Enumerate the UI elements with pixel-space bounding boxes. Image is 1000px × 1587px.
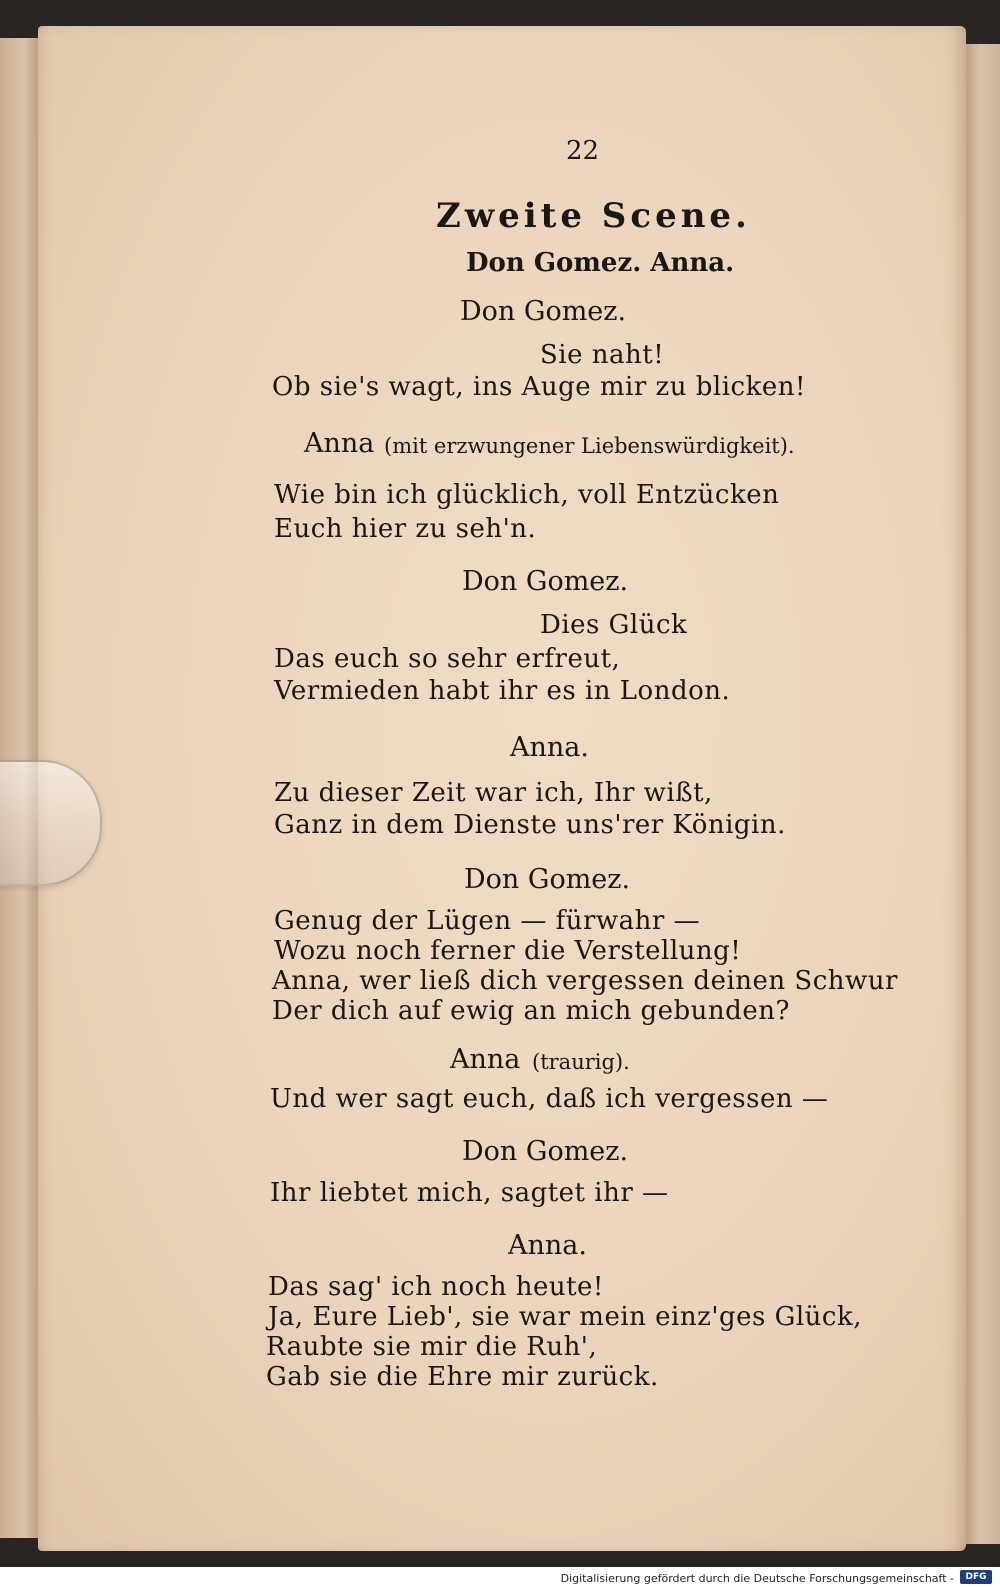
verse-line: Der dich auf ewig an mich gebunden? [272, 996, 790, 1026]
dfg-logo: DFG [960, 1570, 992, 1584]
verse-line: Das euch so sehr erfreut, [274, 644, 621, 674]
scene-title: Zweite Scene. [436, 196, 751, 236]
speaker-name: Don Gomez. [464, 864, 631, 895]
verse-line: Euch hier zu seh'n. [274, 514, 537, 544]
verse-line: Dies Glück [540, 610, 688, 640]
book-page [38, 26, 966, 1551]
funding-notice: Digitalisierung gefördert durch die Deutsche Forschungsgemeinschaft - [560, 1572, 954, 1585]
footer-bar [0, 1567, 1000, 1587]
speaker-name: Don Gomez. [462, 566, 629, 597]
verse-line: Das sag' ich noch heute! [268, 1272, 604, 1302]
verse-line: Gab sie die Ehre mir zurück. [266, 1362, 659, 1392]
stage-direction: (traurig). [532, 1050, 630, 1074]
stage-direction: (mit erzwungener Liebenswürdigkeit). [384, 434, 795, 458]
speaker-name: Anna [450, 1044, 521, 1075]
speaker-name: Anna. [508, 1230, 587, 1261]
verse-line: Wozu noch ferner die Verstellung! [274, 936, 742, 966]
verse-line: Sie naht! [540, 340, 665, 370]
speaker-name: Anna. [510, 732, 589, 763]
page-number: 22 [566, 136, 600, 166]
verse-line: Zu dieser Zeit war ich, Ihr wißt, [274, 778, 713, 808]
speaker-name: Anna [304, 428, 375, 459]
speaker-name: Don Gomez. [462, 1136, 629, 1167]
verse-line: Ja, Eure Lieb', sie war mein einz'ges Glück, [268, 1302, 863, 1332]
verse-line: Ganz in dem Dienste uns'rer Königin. [274, 810, 786, 840]
scene-persons: Don Gomez. Anna. [466, 248, 735, 278]
verse-line: Raubte sie mir die Ruh', [266, 1332, 598, 1362]
verse-line: Wie bin ich glücklich, voll Entzücken [274, 480, 780, 510]
speaker-name: Don Gomez. [460, 296, 627, 327]
verse-line: Ob sie's wagt, ins Auge mir zu blicken! [272, 372, 806, 402]
verse-line: Genug der Lügen — fürwahr — [274, 906, 701, 936]
verse-line: Und wer sagt euch, daß ich vergessen — [270, 1084, 829, 1114]
verse-line: Ihr liebtet mich, sagtet ihr — [270, 1178, 669, 1208]
verse-line: Anna, wer ließ dich vergessen deinen Schwur [272, 966, 898, 996]
right-page-edge [962, 44, 1000, 1544]
verse-line: Vermieden habt ihr es in London. [274, 676, 731, 706]
